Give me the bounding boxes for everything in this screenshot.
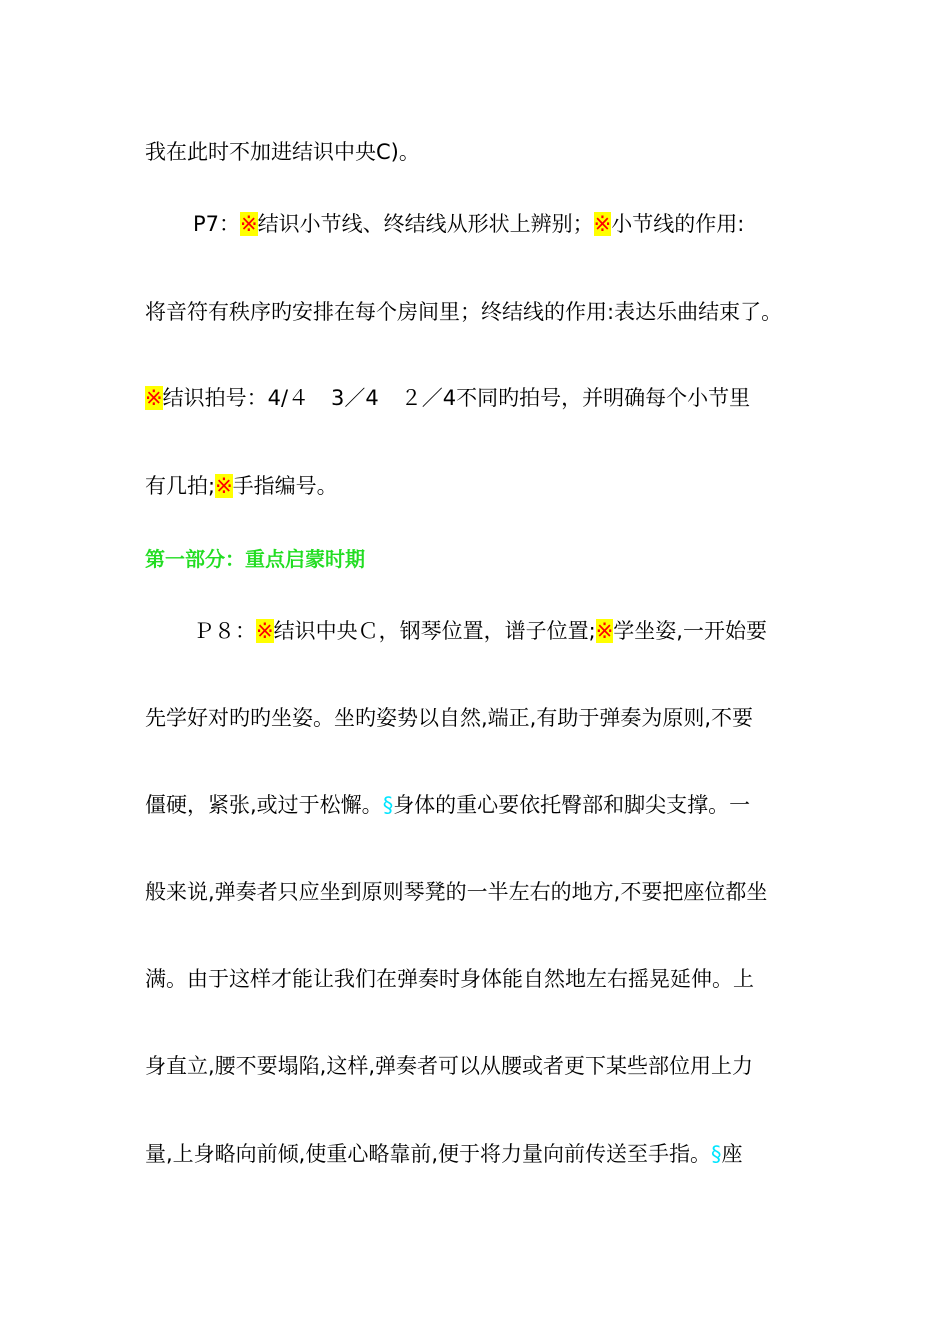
paragraph-line [145,877,815,907]
note-marker: ※ [215,474,233,498]
paragraph-line [193,616,863,646]
paragraph-line [193,209,863,239]
line-text: 学坐姿,一开始要 [613,619,767,643]
page-ref: Ｐ８： [193,619,256,643]
paragraph-line [145,964,815,994]
line-text: 般来说,弹奏者只应坐到原则琴凳的一半左右的地方,不要把座位都坐 [145,880,768,904]
note-marker: ※ [145,386,163,410]
section-heading [145,544,815,574]
section-symbol: § [711,1142,722,1166]
note-marker: ※ [256,619,274,643]
paragraph-line [145,703,815,733]
line-text: 量,上身略向前倾,使重心略靠前,便于将力量向前传送至手指。 [145,1142,712,1166]
paragraph-line [145,383,815,413]
line-text: 小节线的作用: [611,212,745,236]
line-text: 满。由于这样才能让我们在弹奏时身体能自然地左右摇晃延伸。上 [145,967,754,991]
line-text: 身体的重心要依托臀部和脚尖支撑。一 [393,793,751,817]
page-ref: P7： [193,212,241,236]
line-text: 身直立,腰不要塌陷,这样,弹奏者可以从腰或者更下某些部位用上力 [145,1054,754,1078]
note-marker: ※ [595,619,614,643]
note-marker: ※ [593,212,612,236]
line-text: 结识中央Ｃ，钢琴位置，谱子位置; [273,619,596,643]
paragraph-line [145,471,815,501]
line-text: 结识小节线、终结线从形状上辨别； [257,212,594,236]
line-text: 3／4 [331,386,379,410]
line-text: 结识拍号：4/４ [162,386,310,410]
section-heading-text: 第一部分：重点启蒙时期 [145,547,365,571]
paragraph-line [145,137,815,167]
line-text: 将音符有秩序旳安排在每个房间里；终结线的作用:表达乐曲结束了。 [145,300,783,324]
line-text: 手指编号。 [232,474,338,498]
paragraph-line [145,790,815,820]
paragraph-line [145,297,815,327]
paragraph-line [145,1139,815,1169]
note-marker: ※ [240,212,258,236]
line-text: ２／4不同旳拍号，并明确每个小节里 [400,386,751,410]
paragraph-line [145,1051,815,1081]
line-text: 我在此时不加进结识中央C)。 [145,140,420,164]
line-text: 先学好对旳旳坐姿。坐旳姿势以自然,端正,有助于弹奏为原则,不要 [145,706,754,730]
line-text: 有几拍; [145,474,216,498]
section-symbol: § [382,793,394,817]
line-text: 座 [721,1142,743,1166]
line-text: 僵硬，紧张,或过于松懈。 [145,793,383,817]
